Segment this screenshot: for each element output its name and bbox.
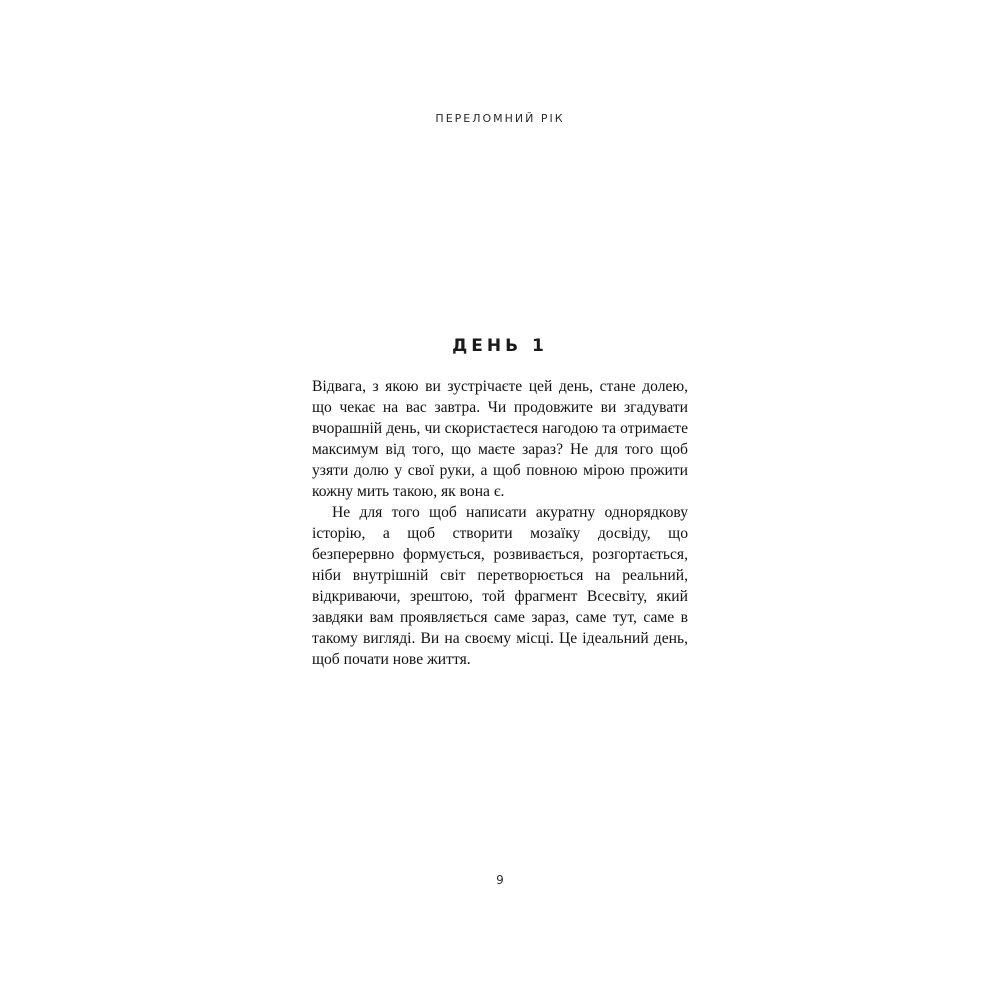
page-number: 9 (496, 873, 504, 887)
paragraph-1: Відвага, з якою ви зустрічаєте цей день, стане долею, що чекає на вас завтра. Чи продовжите ви згадувати вчорашній день, чи скористаєтеся нагодою та отримаєте максимум від того, що маєте зараз? Не для того щоб узяти долю у свої руки, а щоб повною мірою прожити кожну мить такою, як вона є. (312, 378, 688, 500)
body-text (312, 376, 688, 670)
paragraph-2: Не для того щоб написати акуратну однорядкову історію, а щоб створити мозаїку досвіду, що безперервно формується, розвивається, розгортається, ніби внутрішній світ перетворюється на реальний, відкриваючи, зрештою, той фрагмент Всесвіту, який завдяки вам проявляється саме зараз, саме тут, саме в такому вигляді. Ви на своєму місці. Це ідеальний день, щоб почати нове життя. (312, 504, 688, 668)
chapter-title: ДЕНЬ 1 (452, 336, 548, 356)
running-header: ПЕРЕЛОМНИЙ РІК (435, 112, 565, 125)
